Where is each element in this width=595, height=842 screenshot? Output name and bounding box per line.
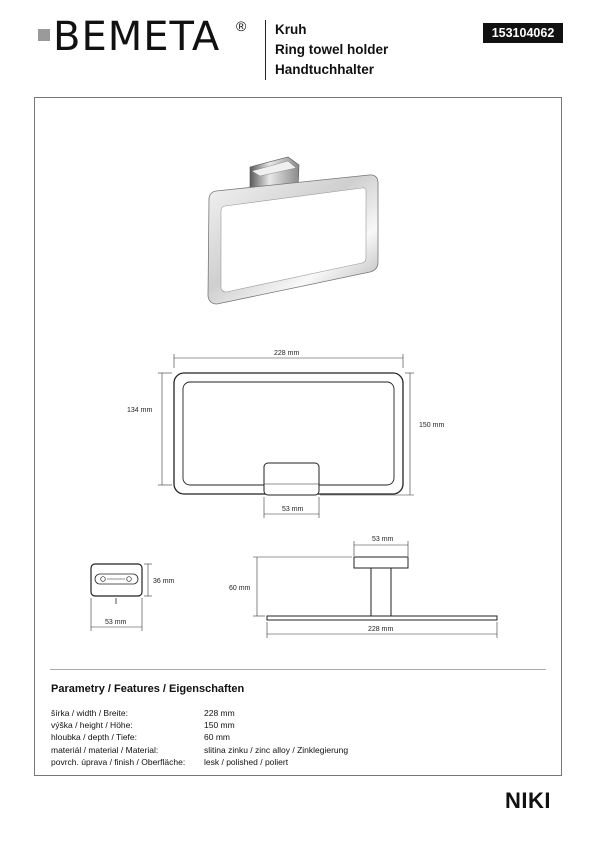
product-name-en: Ring towel holder: [275, 42, 389, 57]
params-table: [51, 707, 348, 768]
product-photo: [208, 157, 378, 304]
param-value: 150 mm: [204, 720, 235, 731]
dim-front-width: 228 mm: [274, 350, 300, 357]
front-view: [127, 350, 444, 518]
dim-back-height: 36 mm: [153, 578, 175, 585]
param-key: materiál / material / Material:: [51, 744, 159, 755]
section-divider: [50, 669, 546, 670]
param-value: slitina zinku / zinc alloy / Zinklegierung: [204, 744, 349, 755]
params-row: [51, 719, 348, 731]
registered-mark: ®: [236, 18, 247, 34]
side-view: [229, 536, 497, 638]
params-row: [51, 744, 348, 756]
params-row: [51, 731, 348, 743]
dim-side-length: 228 mm: [368, 626, 394, 633]
param-key: hloubka / depth / Tiefe:: [51, 732, 138, 743]
param-value: 60 mm: [204, 732, 230, 743]
param-key: šírka / width / Breite:: [51, 708, 128, 718]
param-key: výška / height / Höhe:: [51, 720, 133, 731]
params-row: [51, 707, 348, 719]
dim-front-height-inner: 134 mm: [127, 407, 153, 414]
dim-side-mount-width: 53 mm: [372, 536, 394, 543]
param-key: povrch. úprava / finish / Oberfläche:: [51, 756, 186, 767]
dim-side-depth: 60 mm: [229, 585, 251, 592]
back-view: [91, 564, 175, 631]
brand-name: BEMETA: [53, 14, 221, 60]
param-value: 228 mm: [204, 708, 235, 718]
dim-front-height-outer: 150 mm: [419, 422, 445, 429]
product-code: 153104062: [483, 23, 563, 43]
params-row: [51, 756, 348, 768]
product-name-de: Handtuchhalter: [275, 62, 375, 77]
params-title: Parametry / Features / Eigenschaften: [51, 683, 245, 695]
product-name-cz: Kruh: [275, 22, 307, 37]
dim-back-width: 53 mm: [105, 619, 127, 626]
series-name: NIKI: [505, 788, 551, 813]
param-value: lesk / polished / poliert: [204, 756, 289, 767]
dim-front-mount-width: 53 mm: [282, 506, 304, 513]
